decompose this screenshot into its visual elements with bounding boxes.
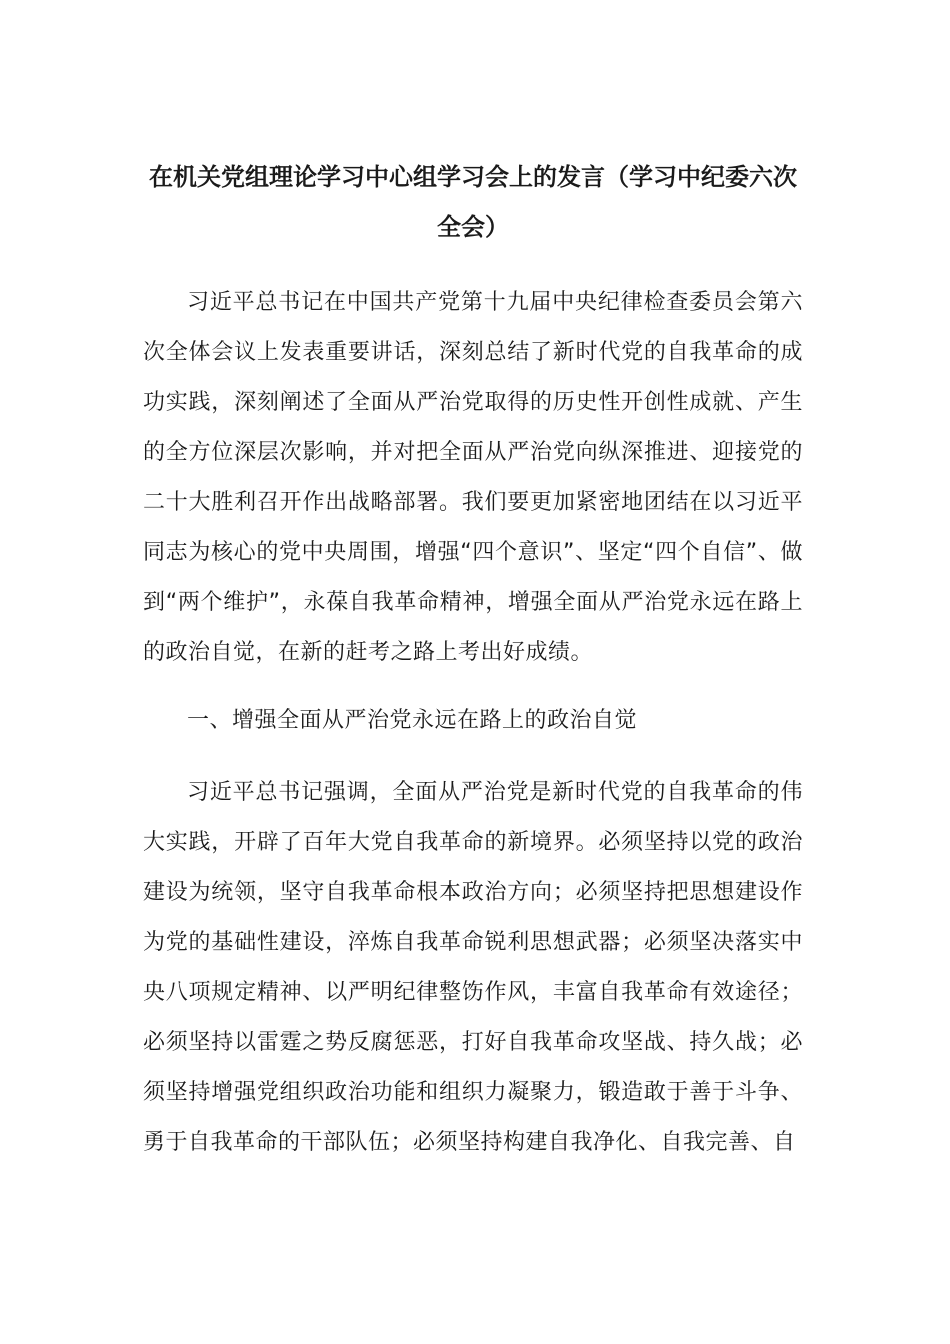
document-title: 在机关党组理论学习中心组学习会上的发言（学习中纪委六次全会） — [149, 163, 797, 241]
paragraph-section-1: 习近平总书记强调，全面从严治党是新时代党的自我革命的伟大实践，开辟了百年大党自我革命的新境界。必须坚持以党的政治建设为统领，坚守自我革命根本政治方向；必须坚持把思想建设作为党的基础性建设，淬炼自我革命锐利思想武器；必须坚决落实中央八项规定精神、以严明纪律整饬作风，丰富自我革命有效途径；必须坚持以雷霆之势反腐惩恶，打好自我革命攻坚战、持久战；必须坚持增强党组织政治功能和组织力凝聚力，锻造敢于善于斗争、勇于自我革命的干部队伍；必须坚持构建自我净化、自我完善、自 — [143, 780, 803, 1155]
section-heading-1: 一、增强全面从严治党永远在路上的政治自觉 — [187, 708, 638, 733]
paragraph-intro: 习近平总书记在中国共产党第十九届中央纪律检查委员会第六次全体会议上发表重要讲话，深刻总结了新时代党的自我革命的成功实践，深刻阐述了全面从严治党取得的历史性开创性成就、产生的全方位深层次影响，并对把全面从严治党向纵深推进、迎接党的二十大胜利召开作出战略部署。我们要更加紧密地团结在以习近平同志为核心的党中央周围，增强“四个意识”、坚定“四个自信”、做到“两个维护”，永葆自我革命精神，增强全面从严治党永远在路上的政治自觉，在新的赶考之路上考出好成绩。 — [143, 290, 803, 665]
